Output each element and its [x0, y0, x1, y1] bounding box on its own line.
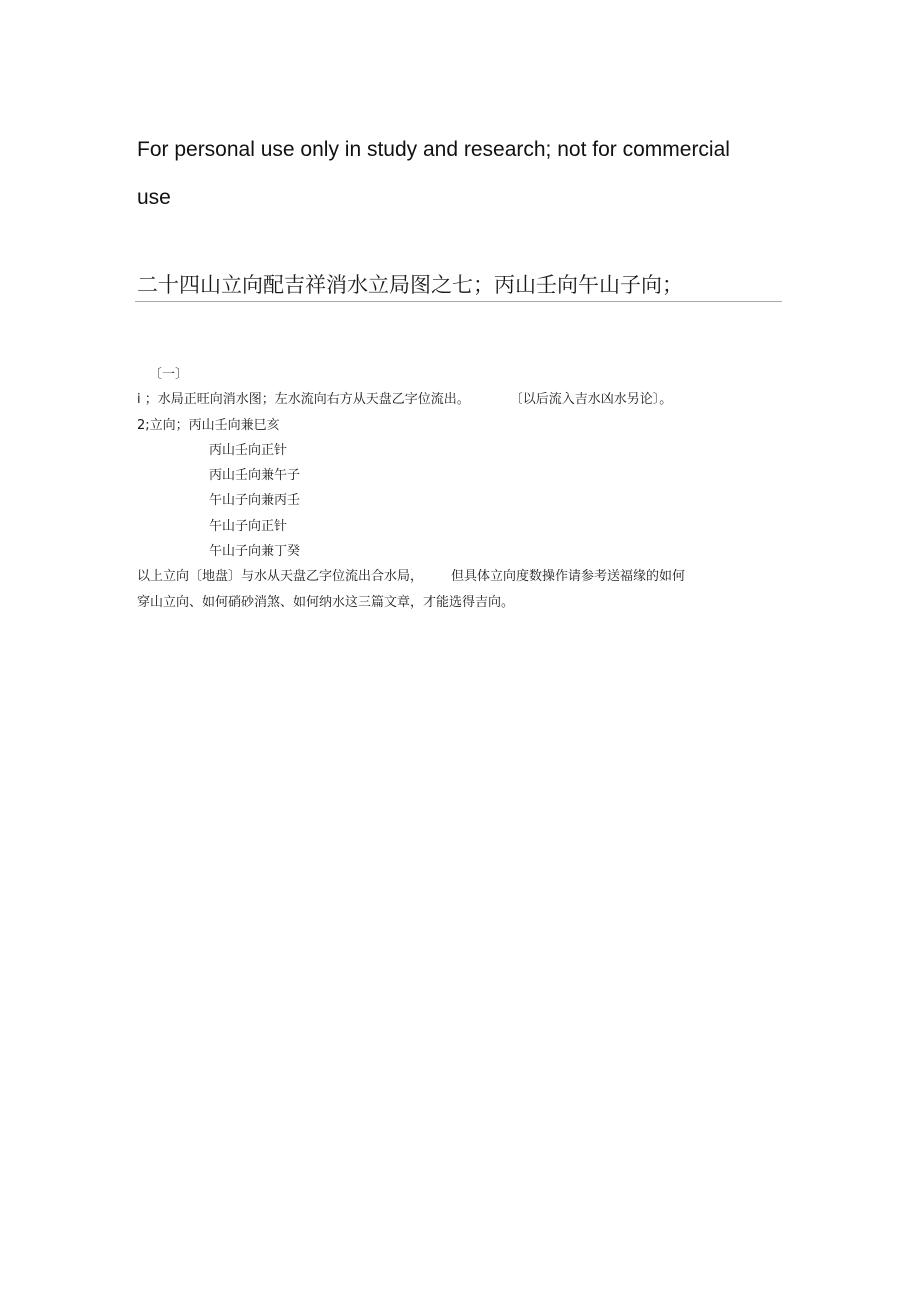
disclaimer [137, 126, 797, 222]
disclaimer-line-1: For personal use only in study and research; not for commercial [137, 138, 730, 161]
conclusion-part-2: 但具体立向度数操作请参考送福缘的如何 [451, 569, 686, 585]
conclusion-line-1 [137, 564, 777, 589]
orientation-sub-4: 午山子向正针 [209, 518, 288, 534]
item-1-text: i ；水局正旺向消水图；左水流向右方从天盘乙字位流出。 [137, 392, 470, 408]
orientation-sub-2: 丙山壬向兼午子 [209, 468, 301, 484]
orientation-sub-5: 午山子向兼丁癸 [209, 544, 301, 560]
orientation-sub-1: 丙山壬向正针 [209, 442, 288, 458]
section-marker: 〔一〕 [149, 367, 189, 382]
content-section [137, 362, 777, 615]
conclusion-part-1: 以上立向〔地盘〕与水从天盘乙字位流出合水局， [137, 569, 424, 585]
conclusion-line-2: 穿山立向、如何硝砂消煞、如何纳水这三篇文章，才能选得吉向。 [137, 594, 515, 610]
item-2: 2;立向；丙山壬向兼巳亥 [137, 417, 280, 433]
disclaimer-line-2: use [137, 186, 171, 209]
title-underline [135, 301, 782, 302]
item-1-note: 〔以后流入吉水凶水另论〕。 [509, 392, 673, 408]
page-title: 二十四山立向配吉祥消水立局图之七；丙山壬向午山子向； [137, 273, 683, 297]
orientation-sub-3: 午山子向兼丙壬 [209, 493, 301, 509]
item-1 [137, 387, 777, 412]
